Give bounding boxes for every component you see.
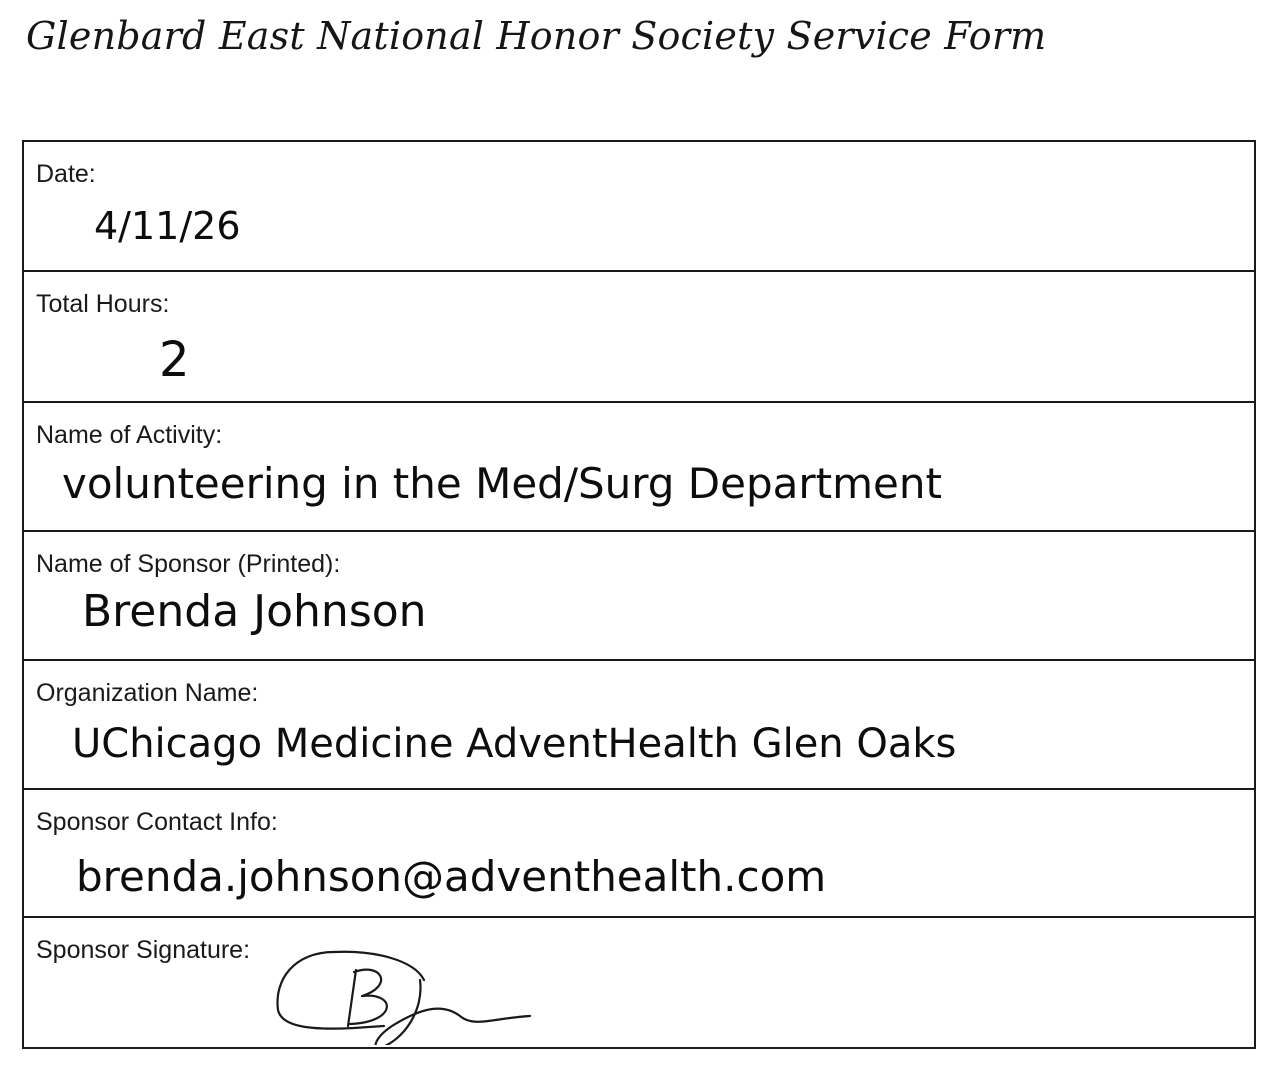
date-row [24, 142, 1254, 272]
sponsor-name-value[interactable]: Brenda Johnson [82, 586, 427, 637]
sponsor-signature[interactable] [274, 940, 544, 1045]
date-label: Date: [36, 160, 96, 188]
sponsor-name-label: Name of Sponsor (Printed): [36, 550, 341, 578]
service-form-table [22, 140, 1256, 1049]
signature-row [24, 918, 1254, 1047]
contact-value[interactable]: brenda.johnson@adventhealth.com [76, 852, 827, 901]
sponsor-name-row [24, 532, 1254, 661]
contact-row [24, 790, 1254, 918]
total-hours-label: Total Hours: [36, 290, 170, 318]
organization-value[interactable]: UChicago Medicine AdventHealth Glen Oaks [72, 721, 957, 767]
activity-value[interactable]: volunteering in the Med/Surg Department [62, 459, 942, 508]
total-hours-row [24, 272, 1254, 403]
activity-label: Name of Activity: [36, 421, 223, 449]
organization-row [24, 661, 1254, 790]
contact-label: Sponsor Contact Info: [36, 808, 278, 836]
form-title: Glenbard East National Honor Society Service Form [26, 14, 1047, 58]
organization-label: Organization Name: [36, 679, 259, 707]
date-value[interactable]: 4/11/26 [94, 204, 241, 248]
activity-row [24, 403, 1254, 532]
total-hours-value[interactable]: 2 [159, 332, 190, 388]
signature-label: Sponsor Signature: [36, 936, 251, 964]
